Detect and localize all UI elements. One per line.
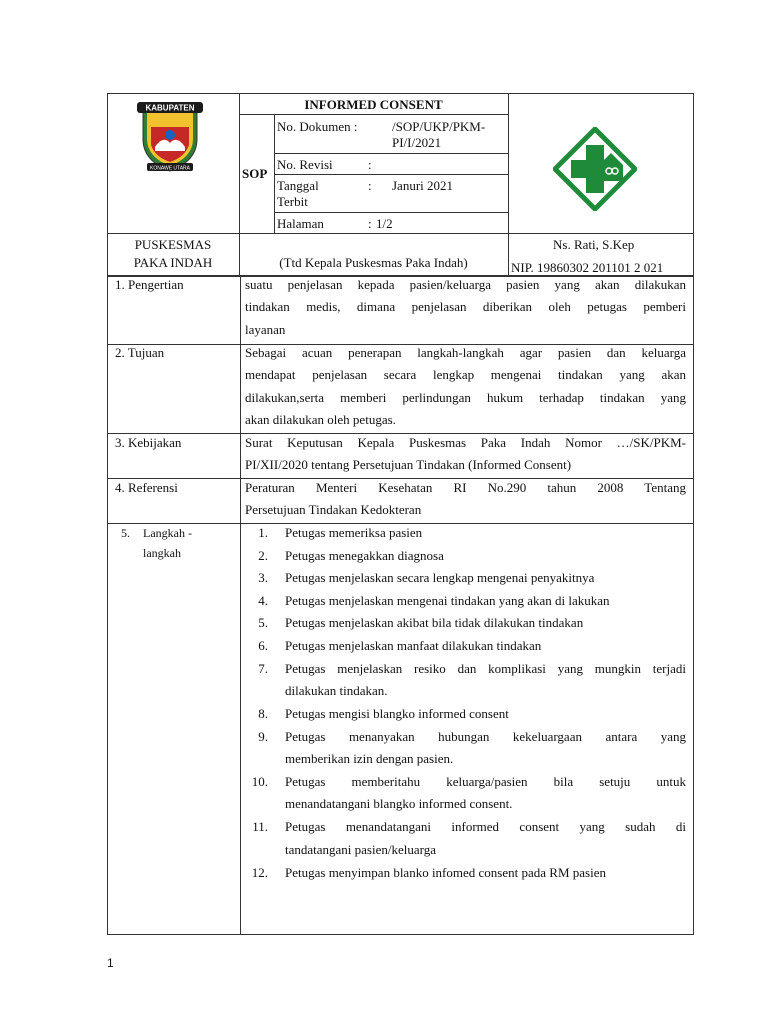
section-label-langkah-1: Langkah - <box>143 526 192 540</box>
tujuan-line-1: Sebagai acuan penerapan langkah-langkah agar pasien dan keluarga <box>245 345 686 360</box>
step-number: 7. <box>258 661 268 676</box>
page-label: Halaman <box>277 216 324 231</box>
step-text: Petugas memberitahu keluarga/pasien bila setuju untuk <box>285 774 686 789</box>
logo-bottom-text: KONAWE UTARA <box>149 165 191 172</box>
document-title: INFORMED CONSENT <box>304 97 443 112</box>
doc-number-label: No. Dokumen : <box>277 119 358 134</box>
page-sep: : <box>368 216 372 231</box>
issue-date-label: Tanggal <box>277 178 319 193</box>
step-text: Petugas menegakkan diagnosa <box>285 548 444 563</box>
pengertian-line-2: tindakan medis, dimana penjelasan diberikan oleh petugas pemberi <box>245 299 686 314</box>
section-label-pengertian: 1. Pengertian <box>115 277 184 292</box>
revision-sep: : <box>368 157 372 172</box>
step-text: Petugas menanyakan hubungan kekeluargaan antara yang <box>285 729 686 744</box>
step-number: 2. <box>258 548 268 563</box>
step-text-cont: tandatangani pasien/keluarga <box>285 842 437 857</box>
step-number: 10. <box>251 774 268 789</box>
step-number: 11. <box>252 819 268 834</box>
step-number: 4. <box>258 593 268 608</box>
revision-label: No. Revisi <box>277 157 333 172</box>
step-text: Petugas menjelaskan secara lengkap mengenai penyakitnya <box>285 570 595 585</box>
kebijakan-line-1: Surat Keputusan Kepala Puskesmas Paka Indah Nomor …/SK/PKM- <box>245 435 686 450</box>
footer-page-number: 1 <box>107 956 114 970</box>
tujuan-line-2: mendapat penjelasan secara lengkap mengenai tindakan yang akan <box>245 367 686 382</box>
step-number: 5. <box>258 615 268 630</box>
step-text: Petugas menjelaskan akibat bila tidak dilakukan tindakan <box>285 615 584 630</box>
issue-date-label-cont: Terbit <box>277 194 308 209</box>
logo-top-text: KABUPATEN <box>145 103 195 113</box>
section-label-tujuan: 2. Tujuan <box>115 345 165 360</box>
section-label-referensi: 4. Referensi <box>115 480 178 495</box>
signature-placeholder: (Ttd Kepala Puskesmas Paka Indah) <box>279 255 468 270</box>
step-text: Petugas menandatangani informed consent yang sudah di <box>285 819 686 834</box>
step-text-cont: memberikan izin dengan pasien. <box>285 751 454 766</box>
step-number: 9. <box>258 729 268 744</box>
section-label-langkah-2: langkah <box>143 546 181 560</box>
step-text-cont: dilakukan tindakan. <box>285 683 388 698</box>
step-text-cont: menandatangani blangko informed consent. <box>285 796 513 811</box>
tujuan-line-3: dilakukan,serta memberi perlindungan hukum terhadap tindakan yang <box>245 390 686 405</box>
kabupaten-emblem-logo <box>133 99 207 174</box>
pengertian-line-1: suatu penjelasan kepada pasien/keluarga pasien yang akan dilakukan <box>245 277 686 292</box>
step-text: Petugas memeriksa pasien <box>285 525 423 540</box>
kebijakan-line-2: PI/XII/2020 tentang Persetujuan Tindakan (Informed Consent) <box>245 457 572 472</box>
section-label-kebijakan: 3. Kebijakan <box>115 435 182 450</box>
step-text: Petugas menjelaskan mengenai tindakan yang akan di lakukan <box>285 593 610 608</box>
doc-number-value: /SOP/UKP/PKM- <box>392 119 486 134</box>
page-value: 1/2 <box>376 216 393 231</box>
step-number: 1. <box>258 525 268 540</box>
sop-label: SOP <box>242 166 268 181</box>
step-number: 3. <box>258 570 268 585</box>
step-number: 8. <box>258 706 268 721</box>
officer-nip: NIP. 19860302 201101 2 021 <box>511 260 664 275</box>
org-name-line1: PUSKESMAS <box>134 237 212 252</box>
org-name-line2: PAKA INDAH <box>133 255 213 270</box>
officer-name: Ns. Rati, S.Kep <box>553 237 635 252</box>
puskesmas-logo <box>553 127 637 211</box>
doc-number-value-cont: PI/I/2021 <box>392 135 442 150</box>
step-text: Petugas menjelaskan resiko dan komplikasi yang mungkin terjadi <box>285 661 686 676</box>
step-number: 6. <box>258 638 268 653</box>
issue-date-sep: : <box>368 178 372 193</box>
section-number-langkah: 5. <box>121 526 130 540</box>
step-text: Petugas menjelaskan manfaat dilakukan tindakan <box>285 638 542 653</box>
referensi-line-1: Peraturan Menteri Kesehatan RI No.290 tahun 2008 Tentang <box>245 480 686 495</box>
tujuan-line-4: akan dilakukan oleh petugas. <box>245 412 396 427</box>
step-number: 12. <box>251 865 268 880</box>
pengertian-line-3: layanan <box>245 322 286 337</box>
step-text: Petugas mengisi blangko informed consent <box>285 706 509 721</box>
referensi-line-2: Persetujuan Tindakan Kedokteran <box>245 502 422 517</box>
step-text: Petugas menyimpan blanko infomed consent pada RM pasien <box>285 865 606 880</box>
issue-date-value: Januri 2021 <box>392 178 454 193</box>
